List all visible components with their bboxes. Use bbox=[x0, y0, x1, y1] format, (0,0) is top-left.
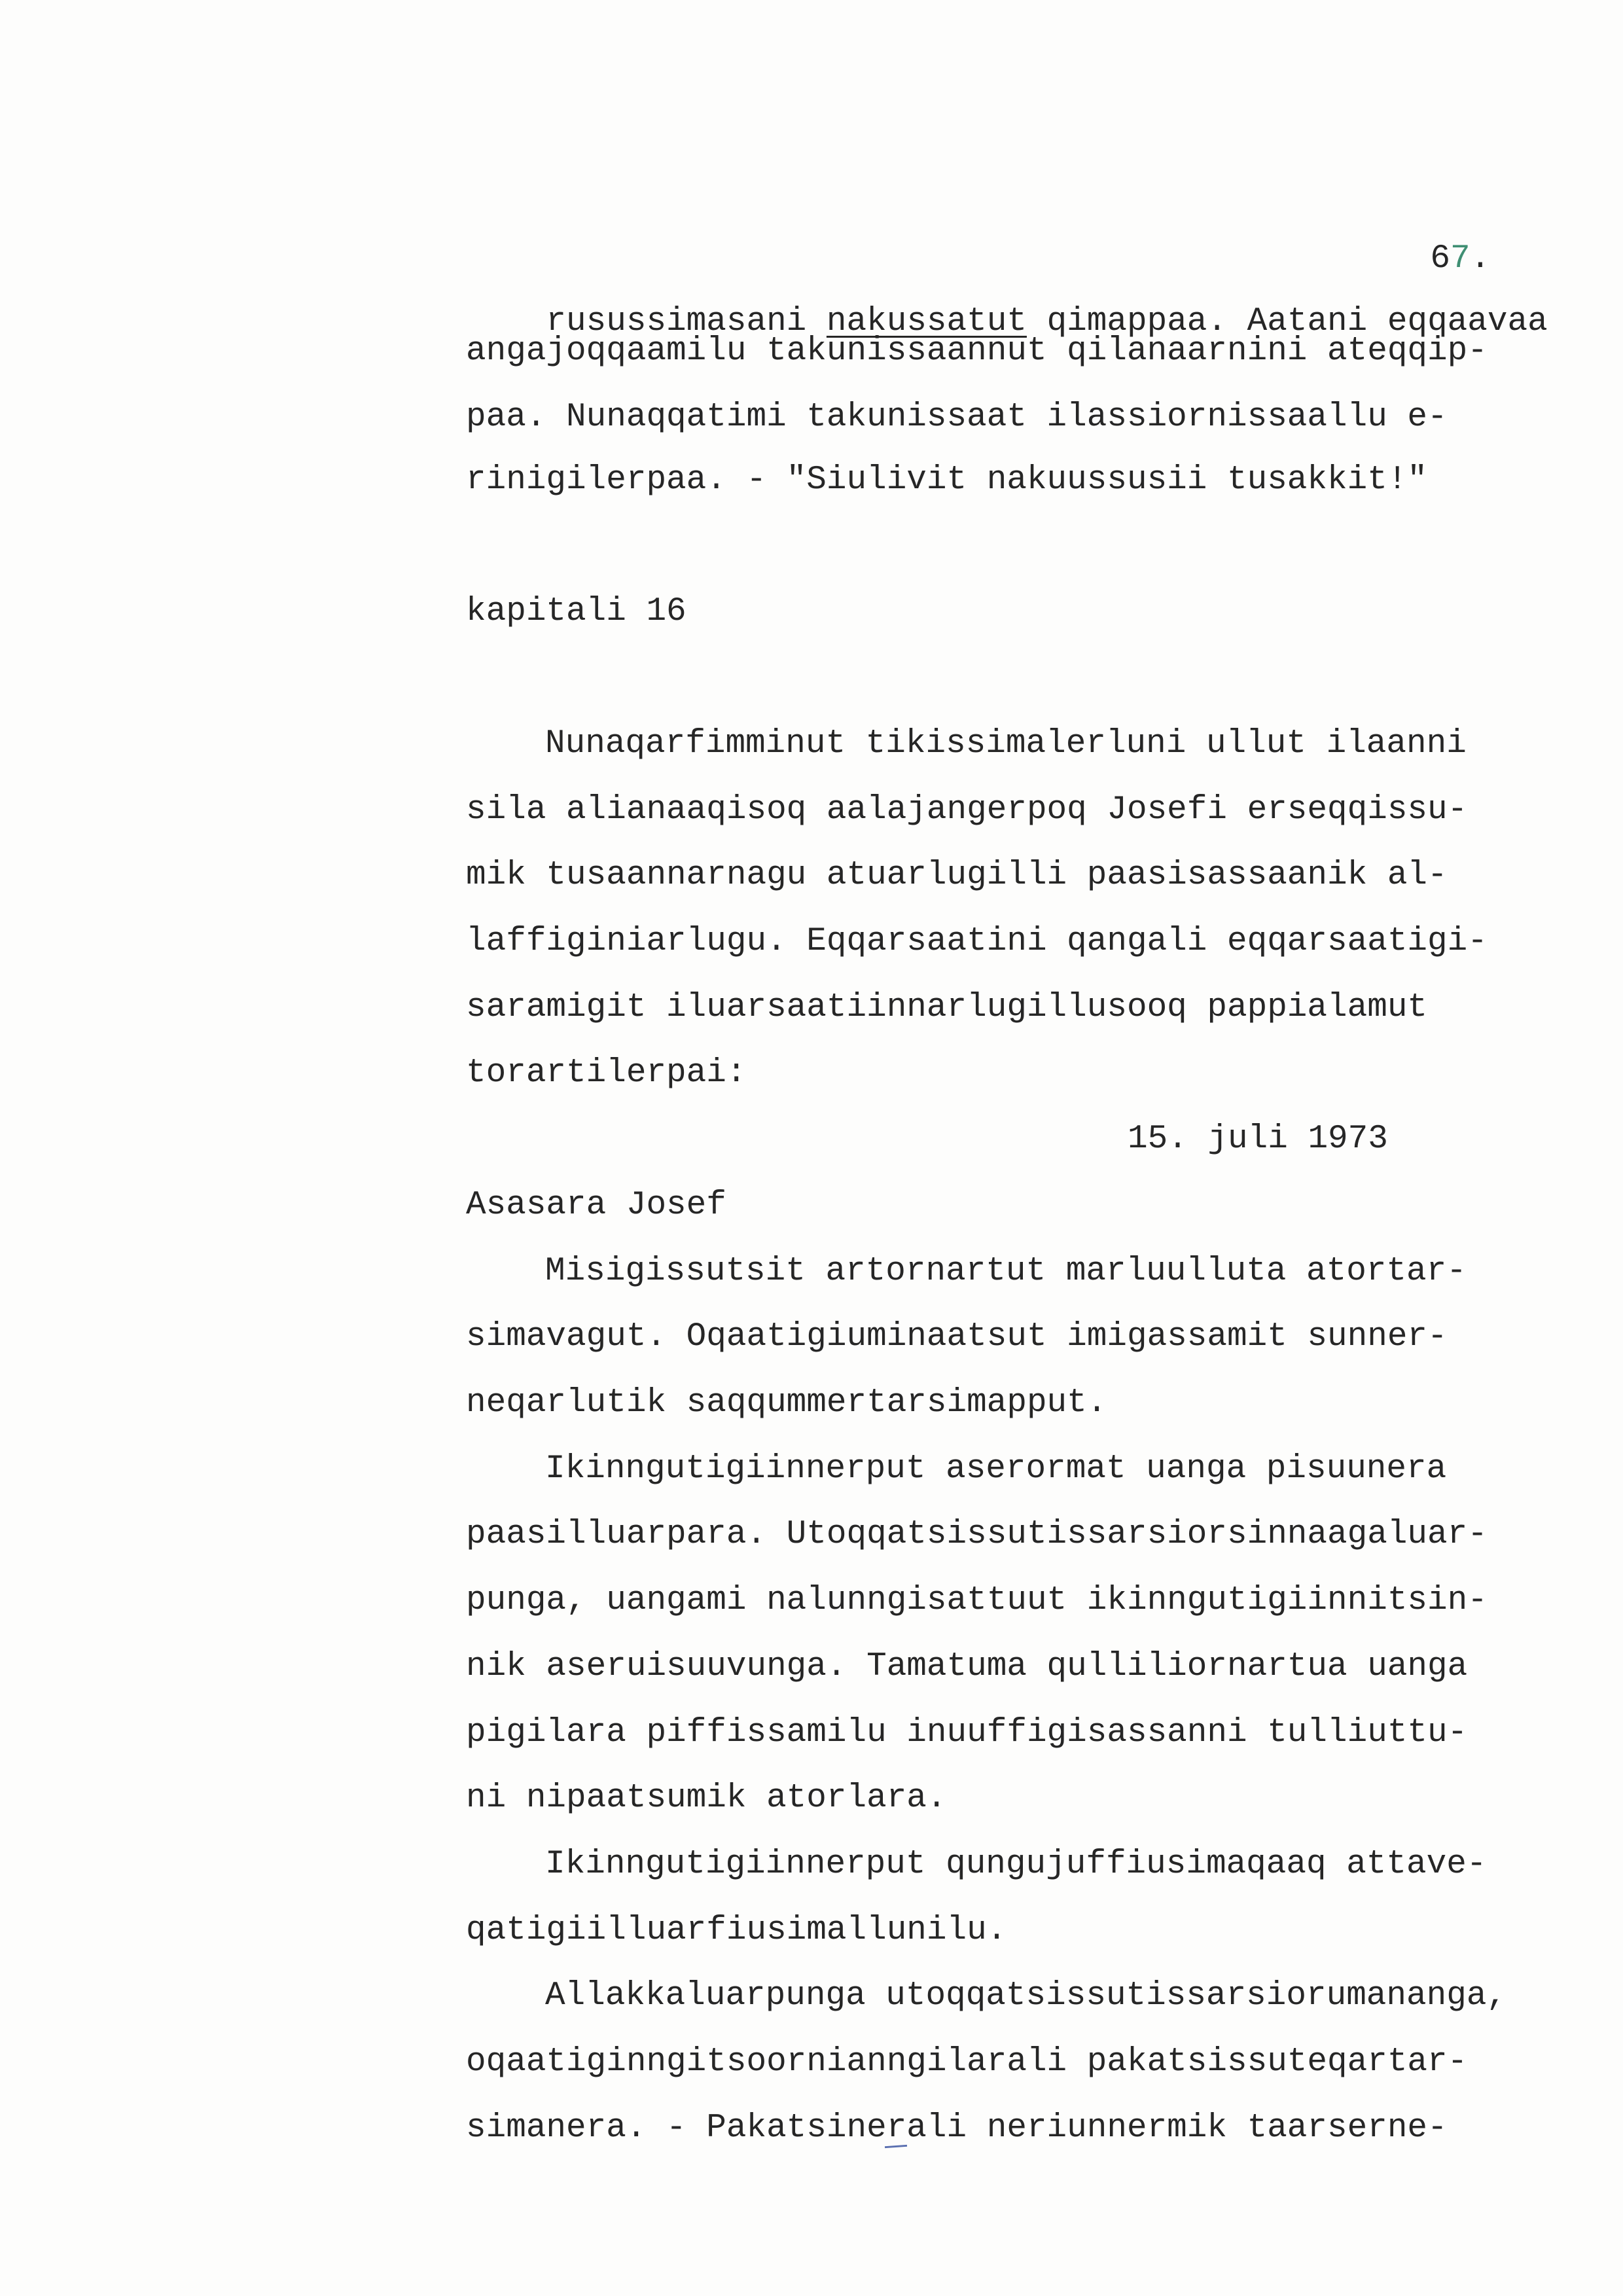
text-line: Misigissutsit artornartut marluulluta atortar- bbox=[545, 1253, 1467, 1290]
chapter-heading: kapitali 16 bbox=[466, 593, 687, 630]
text-segment: rusussimasani bbox=[546, 303, 827, 340]
text-line: rinigilerpaa. - "Siulivit nakuussusii tusakkit!" bbox=[466, 461, 1428, 499]
text-line: mik tusaannarnagu atuarlugilli paasisassaanik al- bbox=[466, 857, 1448, 894]
underlined-word: nakussatut bbox=[826, 303, 1027, 340]
text-line: qatigiilluarfiusimallunilu. bbox=[466, 1912, 1007, 1949]
text-line: torartilerpai: bbox=[466, 1054, 747, 1092]
text-line: Ikinngutigiinnerput qungujuffiusimaqaaq attave- bbox=[545, 1846, 1487, 1883]
text-line: paasilluarpara. Utoqqatsissutissarsiorsinnaagaluar- bbox=[466, 1516, 1488, 1553]
text-line: angajoqqaamilu takunissaannut qilanaarnini ateqqip- bbox=[466, 332, 1488, 370]
page-number-digit: 6 bbox=[1430, 240, 1451, 278]
letter-salutation: Asasara Josef bbox=[466, 1187, 726, 1224]
text-segment: qimappaa. Aatani eqqaavaa bbox=[1026, 303, 1548, 340]
text-line: Ikinngutigiinnerput aserormat uanga pisuunera bbox=[545, 1450, 1447, 1488]
text-line: simavagut. Oqaatigiuminaatsut imigassamit sunner- bbox=[466, 1318, 1448, 1355]
page-number-dot: . bbox=[1470, 240, 1491, 278]
text-line: Nunaqarfimminut tikissimalerluni ullut ilaanni bbox=[545, 725, 1467, 762]
text-line: neqarlutik saqqummertarsimapput. bbox=[466, 1384, 1107, 1422]
text-line: pigilara piffissamilu inuuffigisassanni tulliuttu- bbox=[466, 1714, 1468, 1751]
text-line: simanera. - Pakatsinerali neriunnermik taarserne- bbox=[466, 2109, 1448, 2147]
text-line: oqaatiginngitsoornianngilarali pakatsissuteqartar- bbox=[466, 2043, 1468, 2081]
page-number-corrected-digit: 7 bbox=[1450, 240, 1471, 278]
text-line: punga, uangami nalunngisattuut ikinngutigiinnitsin- bbox=[466, 1582, 1488, 1619]
text-line: Allakkaluarpunga utoqqatsissutissarsiorumananga, bbox=[545, 1977, 1507, 2015]
text-line: laffiginiarlugu. Eqqarsaatini qangali eqqarsaatigi- bbox=[466, 923, 1488, 960]
text-line: sila alianaaqisoq aalajangerpoq Josefi erseqqissu- bbox=[466, 791, 1468, 829]
text-line: nik aseruisuuvunga. Tamatuma qulliliornartua uanga bbox=[466, 1648, 1468, 1685]
text-line: saramigit iluarsaatiinnarlugillusooq pappialamut bbox=[466, 989, 1428, 1026]
text-line: paa. Nunaqqatimi takunissaat ilassiornissaallu e- bbox=[466, 399, 1448, 436]
text-line: ni nipaatsumik atorlara. bbox=[466, 1780, 947, 1817]
letter-date: 15. juli 1973 bbox=[1128, 1121, 1388, 1158]
